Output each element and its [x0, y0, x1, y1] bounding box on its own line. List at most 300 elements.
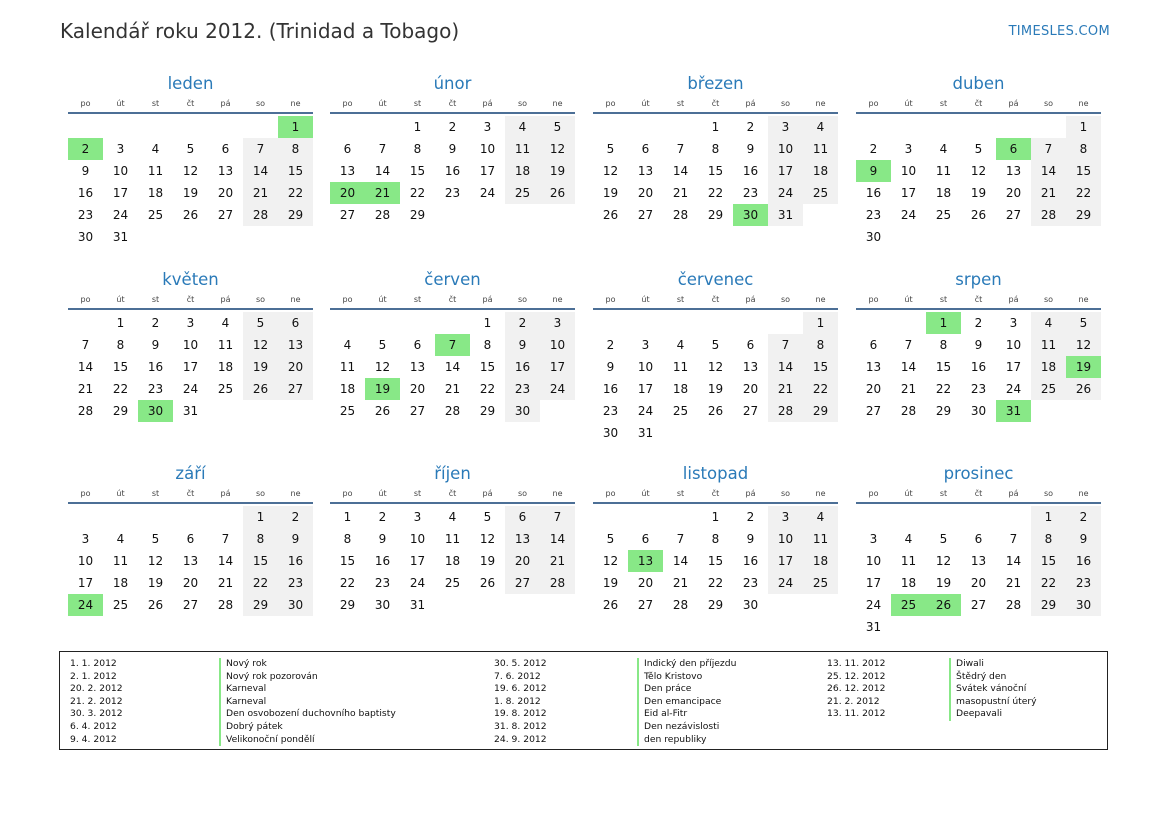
holiday-day-cell: 19	[365, 378, 400, 400]
empty-cell	[365, 312, 400, 334]
day-cell: 25	[217, 382, 234, 396]
day-cell: 15	[935, 360, 952, 374]
day-cell: 19	[707, 382, 724, 396]
empty-cell	[996, 116, 1031, 138]
day-cell: 7	[540, 506, 575, 528]
weekday-header	[68, 292, 313, 310]
holiday-date: 25. 12. 2012	[827, 670, 886, 682]
day-cell: 5	[939, 532, 948, 546]
weekday-label: st	[151, 295, 160, 304]
weekday-label: so	[255, 489, 266, 498]
day-cell: 17	[900, 186, 917, 200]
day-cell: 1	[1066, 116, 1101, 138]
day-cell: 16	[742, 164, 759, 178]
day-cell: 26	[182, 208, 199, 222]
day-cell: 4	[803, 116, 838, 138]
month-block	[593, 462, 838, 616]
day-cell: 14	[672, 554, 689, 568]
day-cell: 1	[413, 120, 422, 134]
month-name: prosinec	[943, 464, 1014, 483]
day-cell: 16	[1066, 550, 1101, 572]
day-cell: 7	[243, 138, 278, 160]
month-block	[68, 268, 313, 422]
empty-cell	[961, 116, 996, 138]
weekday-label: st	[939, 295, 948, 304]
weekday-label: út	[116, 295, 125, 304]
day-cell: 27	[182, 598, 199, 612]
month-block	[593, 72, 838, 226]
day-cell: 21	[672, 186, 689, 200]
empty-cell	[593, 116, 628, 138]
empty-cell	[103, 506, 138, 528]
day-cell: 29	[278, 204, 313, 226]
day-cell: 12	[1066, 334, 1101, 356]
day-cell: 23	[742, 186, 759, 200]
weekday-header	[593, 486, 838, 504]
weekday-label: st	[676, 295, 685, 304]
day-cell: 26	[540, 182, 575, 204]
day-cell: 2	[869, 142, 878, 156]
weekday-label: čt	[711, 489, 720, 498]
day-cell: 25	[444, 576, 461, 590]
day-cell: 4	[151, 142, 160, 156]
day-cell: 27	[970, 598, 987, 612]
weekday-label: st	[151, 489, 160, 498]
day-cell: 20	[865, 382, 882, 396]
day-cell: 3	[869, 532, 878, 546]
day-cell: 10	[637, 360, 654, 374]
day-cell: 20	[182, 576, 199, 590]
day-cell: 26	[602, 598, 619, 612]
weekday-label: po	[342, 489, 353, 498]
day-cell: 25	[1031, 378, 1066, 400]
weekday-label: po	[868, 99, 879, 108]
holiday-name: Svátek vánoční	[949, 683, 1026, 696]
day-cell: 12	[602, 554, 619, 568]
holiday-date: 6. 4. 2012	[70, 720, 117, 732]
day-cell: 17	[1005, 360, 1022, 374]
day-cell: 8	[343, 532, 352, 546]
day-cell: 12	[182, 164, 199, 178]
day-cell: 14	[540, 528, 575, 550]
day-cell: 23	[147, 382, 164, 396]
month-name: červen	[424, 270, 481, 289]
empty-cell	[891, 116, 926, 138]
day-cell: 12	[147, 554, 164, 568]
empty-cell	[173, 506, 208, 528]
day-cell: 18	[444, 554, 461, 568]
day-cell: 12	[479, 532, 496, 546]
weekday-header	[856, 96, 1101, 114]
holiday-name: Dobrý pátek	[219, 721, 283, 734]
day-grid	[593, 506, 838, 616]
holiday-day-cell: 9	[856, 160, 891, 182]
day-cell: 25	[147, 208, 164, 222]
holiday-date: 31. 8. 2012	[494, 720, 547, 732]
day-cell: 17	[479, 164, 496, 178]
day-cell: 3	[413, 510, 422, 524]
holiday-date: 24. 9. 2012	[494, 733, 547, 745]
day-cell: 4	[116, 532, 125, 546]
empty-cell	[330, 312, 365, 334]
day-cell: 5	[1066, 312, 1101, 334]
holiday-name: Deepavali	[949, 708, 1002, 721]
day-cell: 2	[974, 316, 983, 330]
holiday-day-cell: 30	[733, 204, 768, 226]
day-cell: 29	[935, 404, 952, 418]
weekday-label: pá	[1008, 489, 1019, 498]
empty-cell	[173, 116, 208, 138]
day-cell: 15	[112, 360, 129, 374]
day-cell: 24	[768, 572, 803, 594]
day-cell: 2	[1066, 506, 1101, 528]
day-cell: 27	[409, 404, 426, 418]
day-cell: 17	[768, 160, 803, 182]
day-cell: 7	[221, 532, 230, 546]
day-cell: 1	[711, 120, 720, 134]
day-cell: 30	[374, 598, 391, 612]
day-cell: 24	[865, 598, 882, 612]
month-name: září	[175, 464, 206, 483]
day-cell: 16	[865, 186, 882, 200]
day-cell: 18	[112, 576, 129, 590]
day-cell: 11	[803, 528, 838, 550]
day-cell: 28	[672, 598, 689, 612]
day-cell: 27	[278, 378, 313, 400]
month-block	[68, 462, 313, 616]
day-cell: 23	[444, 186, 461, 200]
day-grid	[593, 312, 838, 444]
day-cell: 17	[865, 576, 882, 590]
day-cell: 20	[409, 382, 426, 396]
weekday-label: so	[780, 99, 791, 108]
day-cell: 27	[1005, 208, 1022, 222]
day-cell: 14	[374, 164, 391, 178]
day-cell: 4	[904, 532, 913, 546]
day-cell: 21	[1005, 576, 1022, 590]
day-cell: 15	[479, 360, 496, 374]
day-cell: 17	[77, 576, 94, 590]
day-cell: 22	[479, 382, 496, 396]
day-cell: 10	[479, 142, 496, 156]
holiday-name: Indický den příjezdu	[637, 658, 736, 671]
day-cell: 22	[935, 382, 952, 396]
holiday-date: 21. 2. 2012	[70, 695, 123, 707]
weekday-label: čt	[448, 489, 457, 498]
weekday-label: čt	[974, 489, 983, 498]
day-cell: 20	[278, 356, 313, 378]
day-cell: 14	[217, 554, 234, 568]
holiday-day-cell: 21	[365, 182, 400, 204]
empty-cell	[961, 506, 996, 528]
weekday-label: ne	[552, 99, 563, 108]
day-cell: 27	[637, 598, 654, 612]
day-cell: 27	[637, 208, 654, 222]
day-cell: 7	[676, 142, 685, 156]
weekday-label: ne	[290, 489, 301, 498]
day-cell: 28	[77, 404, 94, 418]
day-cell: 12	[707, 360, 724, 374]
month-name: říjen	[434, 464, 471, 483]
day-cell: 15	[707, 164, 724, 178]
weekday-label: st	[413, 489, 422, 498]
day-cell: 15	[803, 356, 838, 378]
weekday-label: po	[868, 295, 879, 304]
day-cell: 6	[278, 312, 313, 334]
day-cell: 23	[970, 382, 987, 396]
day-cell: 21	[243, 182, 278, 204]
day-cell: 4	[803, 506, 838, 528]
day-cell: 30	[1066, 594, 1101, 616]
day-cell: 4	[1031, 312, 1066, 334]
day-cell: 10	[1005, 338, 1022, 352]
day-cell: 17	[182, 360, 199, 374]
holiday-date: 30. 5. 2012	[494, 658, 547, 669]
day-cell: 14	[243, 160, 278, 182]
day-cell: 11	[217, 338, 234, 352]
day-cell: 12	[540, 138, 575, 160]
weekday-label: po	[80, 295, 91, 304]
day-cell: 6	[869, 338, 878, 352]
day-cell: 22	[339, 576, 356, 590]
holiday-day-cell: 20	[330, 182, 365, 204]
weekday-label: so	[780, 295, 791, 304]
day-cell: 17	[409, 554, 426, 568]
day-cell: 28	[900, 404, 917, 418]
weekday-label: ne	[1078, 99, 1089, 108]
month-block	[856, 72, 1101, 248]
day-cell: 22	[707, 186, 724, 200]
empty-cell	[365, 116, 400, 138]
day-cell: 19	[147, 576, 164, 590]
weekday-label: ne	[1078, 489, 1089, 498]
day-cell: 2	[278, 506, 313, 528]
empty-cell	[733, 312, 768, 334]
day-cell: 8	[711, 532, 720, 546]
day-cell: 9	[606, 360, 615, 374]
day-cell: 26	[374, 404, 391, 418]
day-cell: 25	[803, 182, 838, 204]
weekday-label: čt	[186, 99, 195, 108]
day-cell: 29	[409, 208, 426, 222]
day-cell: 27	[865, 404, 882, 418]
day-cell: 16	[444, 164, 461, 178]
weekday-label: čt	[186, 295, 195, 304]
day-cell: 25	[112, 598, 129, 612]
weekday-header	[593, 96, 838, 114]
day-cell: 29	[339, 598, 356, 612]
day-cell: 13	[182, 554, 199, 568]
day-cell: 20	[505, 550, 540, 572]
weekday-label: st	[939, 99, 948, 108]
weekday-label: pá	[482, 489, 493, 498]
weekday-label: so	[517, 295, 528, 304]
day-cell: 22	[1031, 572, 1066, 594]
empty-cell	[663, 312, 698, 334]
day-cell: 19	[243, 356, 278, 378]
day-cell: 21	[900, 382, 917, 396]
day-cell: 7	[378, 142, 387, 156]
weekday-label: so	[1043, 295, 1054, 304]
day-cell: 11	[1031, 334, 1066, 356]
day-grid	[856, 506, 1101, 638]
day-cell: 8	[1066, 138, 1101, 160]
weekday-label: pá	[745, 99, 756, 108]
day-cell: 24	[1005, 382, 1022, 396]
day-cell: 13	[970, 554, 987, 568]
day-cell: 21	[540, 550, 575, 572]
day-cell: 24	[637, 404, 654, 418]
day-cell: 10	[768, 528, 803, 550]
empty-cell	[628, 116, 663, 138]
empty-cell	[138, 506, 173, 528]
day-cell: 3	[483, 120, 492, 134]
day-cell: 14	[444, 360, 461, 374]
month-block	[856, 462, 1101, 638]
day-cell: 30	[742, 598, 759, 612]
month-name: únor	[433, 74, 472, 93]
empty-cell	[856, 312, 891, 334]
day-cell: 17	[768, 550, 803, 572]
weekday-label: st	[413, 99, 422, 108]
empty-cell	[926, 506, 961, 528]
day-cell: 6	[641, 142, 650, 156]
day-cell: 18	[339, 382, 356, 396]
weekday-header	[593, 292, 838, 310]
day-cell: 25	[803, 572, 838, 594]
day-cell: 11	[112, 554, 129, 568]
weekday-header	[856, 292, 1101, 310]
day-cell: 22	[243, 572, 278, 594]
empty-cell	[891, 506, 926, 528]
weekday-label: pá	[482, 295, 493, 304]
weekday-label: čt	[186, 489, 195, 498]
empty-cell	[400, 312, 435, 334]
day-cell: 3	[768, 506, 803, 528]
day-cell: 21	[1031, 182, 1066, 204]
day-cell: 9	[746, 142, 755, 156]
day-cell: 27	[217, 208, 234, 222]
weekday-label: út	[116, 99, 125, 108]
day-cell: 13	[217, 164, 234, 178]
day-cell: 31	[409, 598, 426, 612]
day-cell: 3	[904, 142, 913, 156]
empty-cell	[68, 116, 103, 138]
day-cell: 7	[676, 532, 685, 546]
day-cell: 9	[378, 532, 387, 546]
day-cell: 9	[278, 528, 313, 550]
day-cell: 25	[505, 182, 540, 204]
day-cell: 22	[707, 576, 724, 590]
day-cell: 14	[900, 360, 917, 374]
day-cell: 31	[112, 230, 129, 244]
day-cell: 21	[444, 382, 461, 396]
weekday-label: st	[676, 99, 685, 108]
day-cell: 3	[186, 316, 195, 330]
weekday-label: po	[868, 489, 879, 498]
day-cell: 30	[77, 230, 94, 244]
day-cell: 20	[1005, 186, 1022, 200]
day-cell: 18	[147, 186, 164, 200]
holiday-day-cell: 31	[996, 400, 1031, 422]
day-cell: 10	[540, 334, 575, 356]
weekday-label: pá	[745, 295, 756, 304]
day-cell: 24	[409, 576, 426, 590]
day-cell: 5	[483, 510, 492, 524]
day-cell: 30	[602, 426, 619, 440]
day-cell: 16	[602, 382, 619, 396]
day-cell: 13	[637, 164, 654, 178]
day-cell: 4	[676, 338, 685, 352]
day-cell: 24	[112, 208, 129, 222]
day-cell: 11	[147, 164, 164, 178]
weekday-label: so	[517, 99, 528, 108]
holiday-name: Diwali	[949, 658, 984, 671]
day-cell: 12	[935, 554, 952, 568]
weekday-label: ne	[290, 99, 301, 108]
day-cell: 17	[540, 356, 575, 378]
weekday-label: st	[413, 295, 422, 304]
empty-cell	[891, 312, 926, 334]
holiday-name: masopustní úterý	[949, 696, 1037, 709]
day-cell: 29	[1031, 594, 1066, 616]
day-cell: 15	[409, 164, 426, 178]
day-cell: 15	[278, 160, 313, 182]
day-cell: 9	[151, 338, 160, 352]
day-cell: 14	[768, 356, 803, 378]
holiday-day-cell: 13	[628, 550, 663, 572]
day-cell: 2	[505, 312, 540, 334]
day-cell: 6	[505, 506, 540, 528]
day-cell: 13	[865, 360, 882, 374]
weekday-header	[856, 486, 1101, 504]
holiday-day-cell: 6	[996, 138, 1031, 160]
day-cell: 23	[77, 208, 94, 222]
holiday-date: 13. 11. 2012	[827, 708, 886, 720]
day-cell: 5	[974, 142, 983, 156]
day-cell: 24	[768, 182, 803, 204]
site-link[interactable]: TIMESLES.COM	[1008, 24, 1110, 39]
day-cell: 28	[1005, 598, 1022, 612]
day-cell: 9	[746, 532, 755, 546]
empty-cell	[996, 506, 1031, 528]
day-cell: 13	[339, 164, 356, 178]
day-cell: 5	[151, 532, 160, 546]
day-cell: 10	[77, 554, 94, 568]
weekday-label: so	[517, 489, 528, 498]
day-cell: 20	[637, 186, 654, 200]
day-cell: 13	[505, 528, 540, 550]
weekday-header	[68, 96, 313, 114]
day-cell: 4	[343, 338, 352, 352]
empty-cell	[593, 312, 628, 334]
empty-cell	[435, 312, 470, 334]
day-grid	[68, 506, 313, 616]
day-cell: 25	[339, 404, 356, 418]
day-cell: 18	[803, 160, 838, 182]
empty-cell	[628, 312, 663, 334]
day-cell: 24	[900, 208, 917, 222]
day-cell: 5	[378, 338, 387, 352]
month-block	[330, 462, 575, 616]
day-cell: 16	[742, 554, 759, 568]
day-cell: 14	[77, 360, 94, 374]
day-cell: 8	[483, 338, 492, 352]
weekday-label: pá	[220, 295, 231, 304]
day-cell: 4	[221, 316, 230, 330]
day-grid	[593, 116, 838, 226]
day-cell: 18	[1031, 356, 1066, 378]
